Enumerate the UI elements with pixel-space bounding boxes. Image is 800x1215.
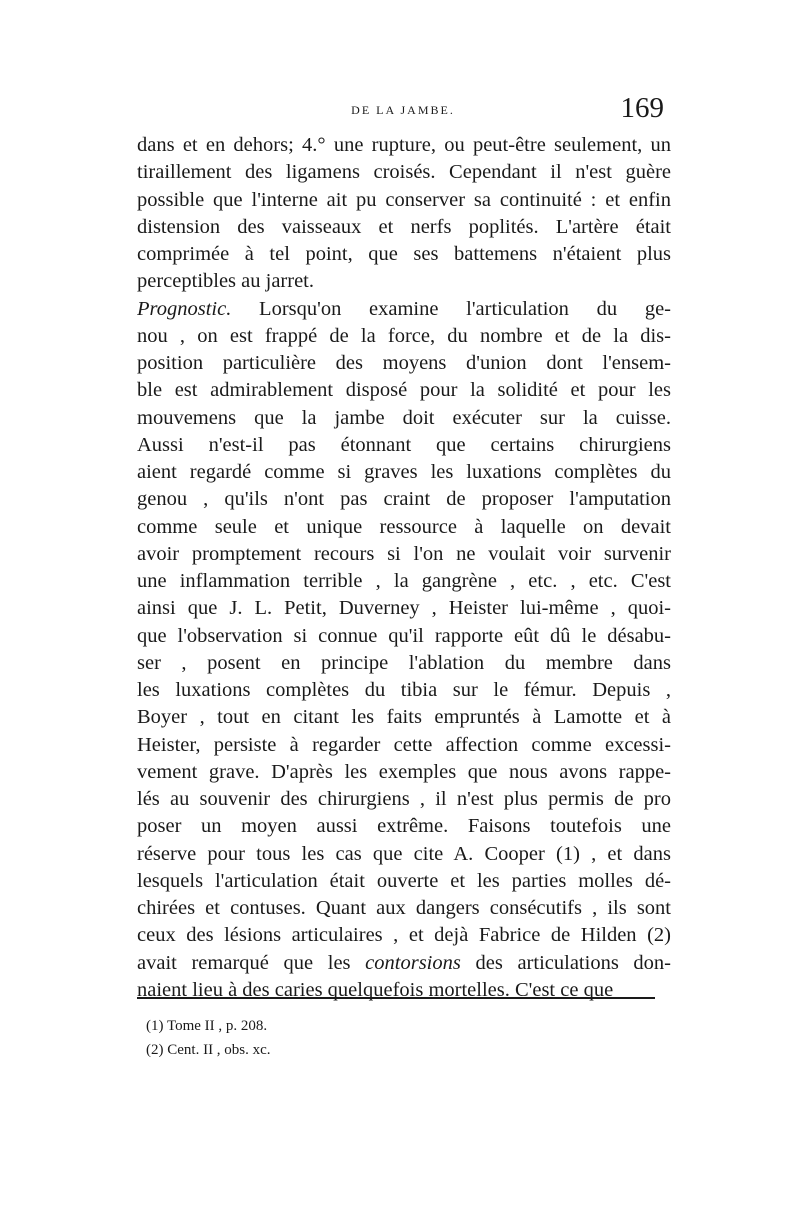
text-line: naient lieu à des caries quelquefois mortelles. C'est ce que	[137, 978, 614, 1001]
text-line: Aussi n'est-il pas étonnant que certains chirurgiens	[137, 433, 671, 456]
text-line: genou , qu'ils n'ont pas craint de proposer l'amputation	[137, 488, 671, 511]
text-line: avoir promptement recours si l'on ne voulait voir survenir	[137, 542, 671, 565]
text-line: tiraillement des ligamens croisés. Cependant il n'est guère	[137, 161, 671, 184]
text-line: comprimée à tel point, que ses battemens n'étaient plus	[137, 243, 671, 265]
text-line: ceux des lésions articulaires , et dejà Fabrice de Hilden (2)	[137, 924, 671, 947]
running-title: DE LA JAMBE.	[351, 103, 455, 117]
text-line: position particulière des moyens d'union dont l'ensem-	[137, 352, 671, 374]
page-header	[136, 92, 670, 132]
footnote: (1) Tome II , p. 208.	[146, 1018, 268, 1034]
text-line: distension des vaisseaux et nerfs poplités. L'artère était	[137, 215, 671, 238]
text-line: une inflammation terrible , la gangrène , etc. , etc. C'est	[137, 570, 671, 592]
text-line: comme seule et unique ressource à laquelle on devait	[137, 515, 671, 538]
body-text	[137, 132, 671, 1004]
footnote: (2) Cent. II , obs. xc.	[146, 1042, 271, 1058]
text-line: dans et en dehors; 4.° une rupture, ou peut-être seulement, un	[137, 134, 671, 156]
footnote-divider	[137, 997, 655, 999]
text-line: Heister, persiste à regarder cette affection comme excessi-	[137, 733, 671, 756]
text-line: vement grave. D'après les exemples que nous avons rappe-	[137, 760, 671, 783]
text-line: aient regardé comme si graves les luxations complètes du	[137, 461, 671, 483]
text-line: possible que l'interne ait pu conserver sa continuité : et enfin	[137, 188, 671, 211]
text-line: ainsi que J. L. Petit, Duverney , Heister lui-même , quoi-	[137, 597, 671, 620]
text-line: avait remarqué que les contorsions des articulations don-	[137, 951, 671, 974]
text-line: Boyer , tout en citant les faits empruntés à Lamotte et à	[137, 706, 671, 729]
text-line: lesquels l'articulation était ouverte et les parties molles dé-	[137, 869, 671, 892]
text-line: que l'observation si connue qu'il rapporte eût dû le désabu-	[137, 624, 671, 647]
text-line: mouvemens que la jambe doit exécuter sur la cuisse.	[137, 406, 671, 429]
text-line: ser , posent en principe l'ablation du membre dans	[137, 651, 671, 674]
text-line: chirées et contuses. Quant aux dangers consécutifs , ils sont	[137, 897, 671, 919]
text-line: les luxations complètes du tibia sur le fémur. Depuis ,	[137, 679, 671, 701]
text-line: nou , on est frappé de la force, du nombre et de la dis-	[137, 324, 671, 347]
text-line: perceptibles au jarret.	[137, 270, 315, 293]
text-line: Prognostic. Lorsqu'on examine l'articulation du ge-	[137, 297, 671, 320]
text-line: ble est admirablement disposé pour la solidité et pour les	[137, 379, 671, 402]
text-line: poser un moyen aussi extrême. Faisons toutefois une	[137, 815, 671, 838]
text-line: lés au souvenir des chirurgiens , il n'est plus permis de pro	[137, 788, 671, 810]
text-line: réserve pour tous les cas que cite A. Cooper (1) , et dans	[137, 842, 671, 865]
page-number: 169	[620, 92, 664, 124]
footnotes	[146, 1014, 646, 1062]
